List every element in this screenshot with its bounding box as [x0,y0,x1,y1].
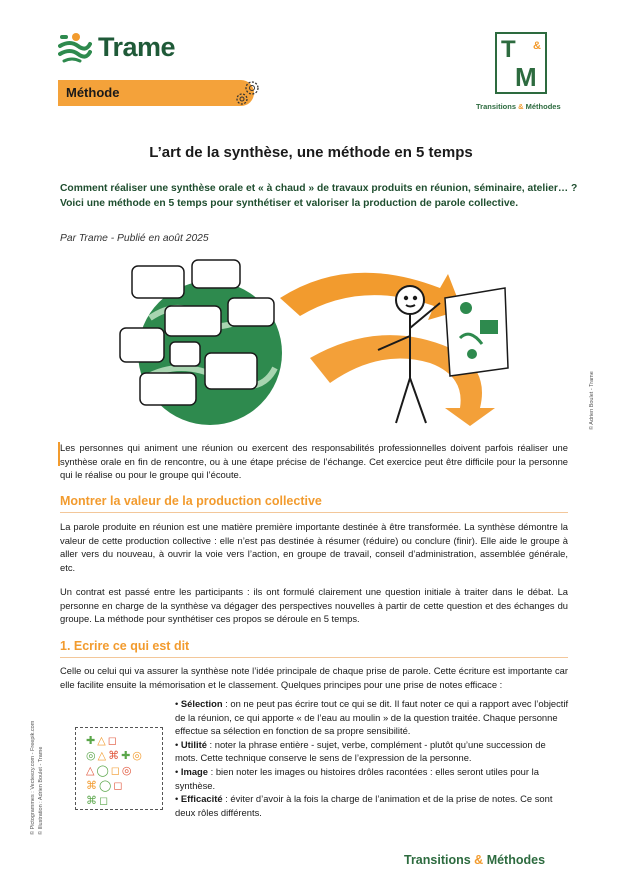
section-heading-step1: 1. Ecrire ce qui est dit [60,639,190,653]
lead-accent-bar [58,442,60,466]
bullet-label: Image [180,765,208,777]
list-item: • Utilité : noter la phrase entière - sujet, verbe, complément - plutôt qu’une succession de mots. Cette technique conserve le sens de l’expression de la personne. [175,738,546,764]
notes-principles-list [175,697,570,819]
pictogram-credit-2: © Illustration : Adrien Boulet - Trame [38,746,44,835]
tm-logo [495,32,547,94]
page-title: L’art de la synthèse, une méthode en 5 temps [149,144,473,161]
trame-logo-mark-icon [58,32,92,64]
section-divider [60,512,568,513]
section1-paragraph-2: Un contrat est passé entre les participants : ils ont formulé clairement une question initiale à traiter dans le débat. La personne en charge de la synthèse va dégager des perspectives nouvelles à partir de cette question et des échanges du groupe. La méthode pour synthétiser ces propos se déroule en 5 temps. [60,586,568,625]
section-banner [58,80,254,106]
gears-icon [232,78,262,108]
bullet-text: : noter la phrase entière - sujet, verbe, complément - plutôt qu’une succession de mots. Cette technique conserve le sens de l’expression de la personne. [175,738,546,764]
bullet-label: Efficacité [180,793,223,805]
pictogram-credit-1: © Pictogrammes : Vecteezy.com - Freepik.com [30,720,36,835]
list-item: • Image : bien noter les images ou histoires drôles racontées : elles seront utiles pour la synthèse. [175,765,539,791]
tm-caption-part1: Transitions [476,102,517,111]
section-label: Méthode [66,85,120,100]
drawing-board-icon [445,288,508,376]
bullet-label: Sélection [180,698,223,709]
bullet-text: : on ne peut pas écrire tout ce qui se dit. Il faut noter ce qui a rapport avec l’objectif de la réunion, ce qui apporte « de l’eau au moulin » de la question traitée. Chaque personne effectue sa sélection en fonction de sa propre sensibilité. [175,698,569,737]
trame-logo [58,30,198,66]
lead-paragraph [60,441,568,482]
bullet-text: : éviter d’avoir à la fois la charge de l’animation et de la prise de notes. Ce sont deux rôles différents. [175,793,553,818]
footer-amp: & [474,853,484,867]
bullet-label: Utilité [180,738,207,750]
intro-line-1: Comment réaliser une synthèse orale et « à chaud » de travaux produits en réunion, séminaire, atelier… ? [60,183,578,194]
illustration-credit: © Adrien Boulet - Trame [589,371,595,430]
orange-arrow-top-icon [280,273,462,320]
bullet-text: : bien noter les images ou histoires drôles racontées : elles seront utiles pour la synthèse. [175,765,539,791]
section2-paragraph-1: Celle ou celui qui va assurer la synthèse note l’idée principale de chaque prise de parole. Cette écriture est importante car elle facilite ensuite la mémorisation et le classement. Quelques principes pour une prise de notes efficace : [60,665,568,690]
footer-part2: Méthodes [486,853,546,867]
byline: Par Trame - Publié en août 2025 [60,233,209,244]
section1-paragraph-1: La parole produite en réunion est une matière première importante destinée à être transformée. La synthèse démontre la valeur de cette production collective : elle n’est pas destinée à résumer (réduire) ou conclure (finir). Elle aide le groupe à aller vers du nouveau, à ouvrir la voie vers l’action, en groupe de travail, conseil d’administration, assemblée générale, etc. [60,521,568,573]
section-heading-value: Montrer la valeur de la production collective [60,494,322,508]
list-item: • Sélection : on ne peut pas écrire tout ce qui se dit. Il faut noter ce qui a rapport avec l’objectif de la réunion, ce qui apporte « de l’eau au moulin » de la question traitée. Chaque personne effectue sa sélection en fonction de sa propre sensibilité. [175,698,569,737]
tm-logo-m: M [515,62,537,92]
tm-caption-amp: & [518,102,524,111]
section-divider [60,657,568,658]
tm-logo-t: T [501,36,516,63]
footer-brand [404,853,545,867]
footer-part1: Transitions [404,853,471,867]
hero-illustration [110,258,510,428]
intro [60,181,580,211]
brand-name: Trame [98,32,176,62]
pictograms-grid-icon: ✚△◻ ◎△⌘✚◎ △◯◻◎ ⌘◯◻ ⌘◻ [86,735,144,807]
intro-line-2: Voici une méthode en 5 temps pour synthétiser et valoriser la production de parole collective. [60,198,519,209]
tm-caption [476,102,561,111]
list-item: • Efficacité : éviter d’avoir à la fois la charge de l’animation et de la prise de notes. Ce sont deux rôles différents. [175,793,553,818]
tm-logo-amp: & [533,40,541,52]
tm-caption-part2: Méthodes [525,102,561,111]
lead-paragraph-text: Les personnes qui animent une réunion ou exercent des responsabilités professionnelles doivent parfois réaliser une synthèse orale en fin de rencontre, ou à une étape précise de l’échange. Cet exercice peut être difficile pour la personne qui le réalise ou pour le groupe qui l’écoute. [60,442,568,481]
pictograms-box [75,727,163,810]
